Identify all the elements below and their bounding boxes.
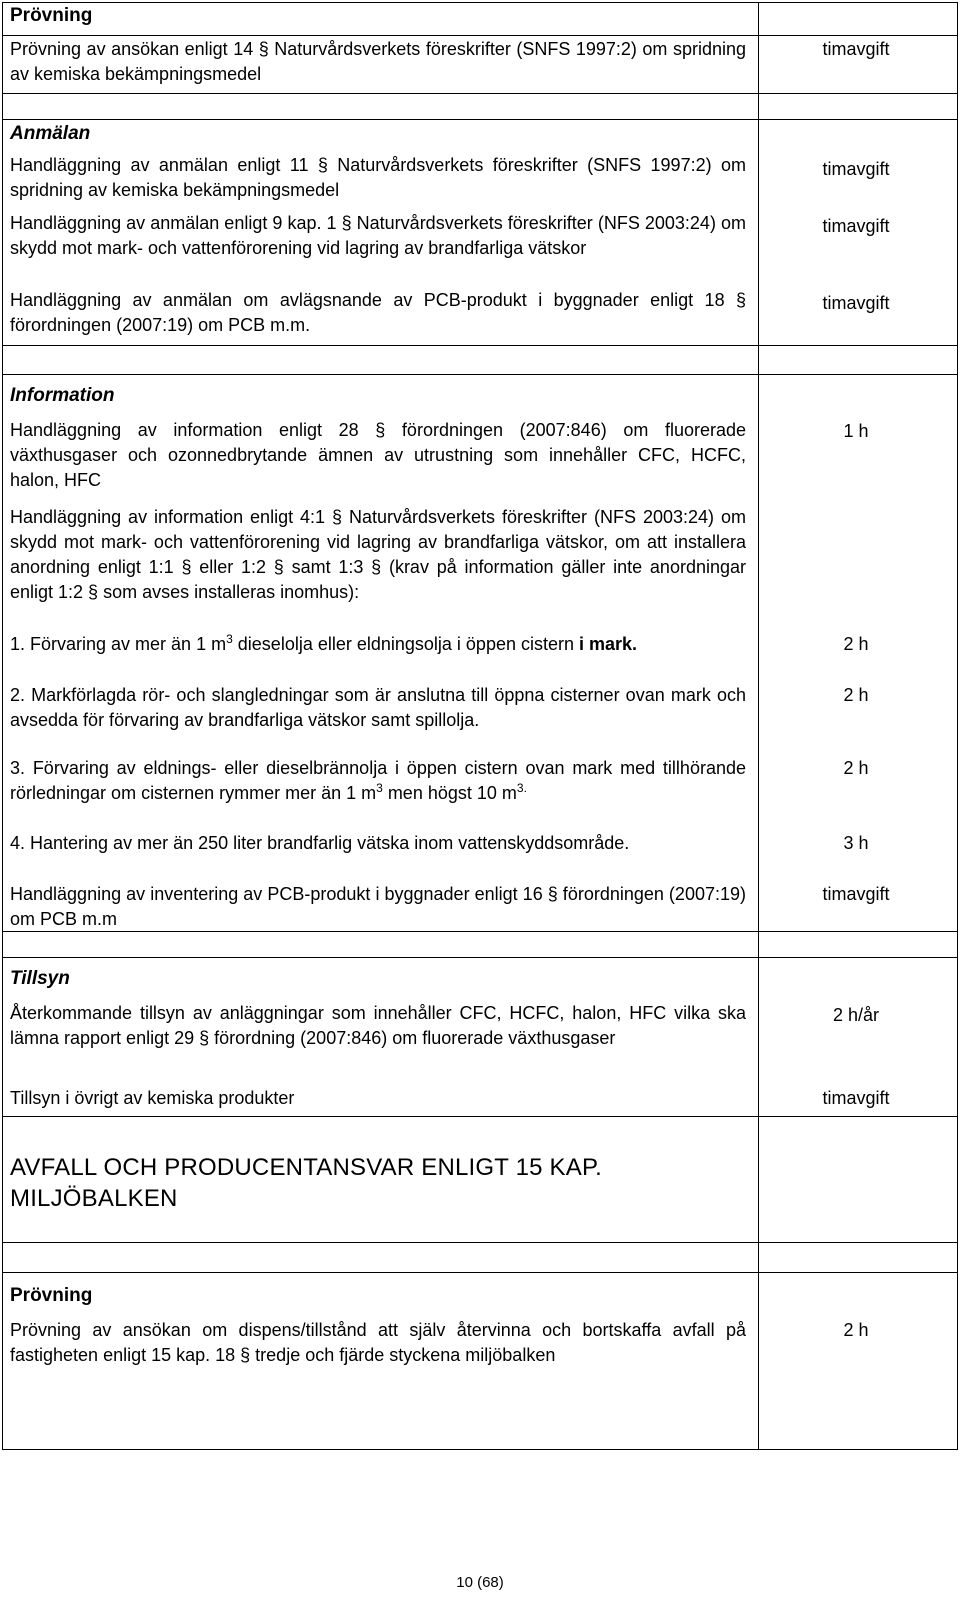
anmalan-item: Handläggning av anmälan enligt 9 kap. 1 § Naturvårdsverkets föreskrifter (NFS 2003:24) om skydd mot mark- och vattenförorening vid lagring av brandfarliga vätskor [10, 213, 746, 258]
information-subitem: 1. Förvaring av mer än 1 $m^3$ dieselolja eller eldningsolja i öppen cistern i mark. [10, 632, 638, 654]
provning-item: Prövning av ansökan om dispens/tillstånd att själv återvinna och bortskaffa avfall på fastigheten enligt 15 kap. 18 § tredje och fjärde styckena miljöbalken [10, 1320, 746, 1365]
fee-value: 2 h [843, 685, 869, 705]
fee-value: 2 h [843, 1320, 869, 1340]
provning-item: Prövning av ansökan enligt 14 § Naturvårdsverkets föreskrifter (SNFS 1997:2) om spridning av kemiska bekämpningsmedel [10, 39, 746, 84]
fee-value: 2 h/år [832, 1005, 880, 1025]
row-divider [3, 345, 957, 346]
section-heading-tillsyn: Tillsyn [10, 968, 70, 989]
section-heading-provning: Prövning [10, 5, 93, 26]
fee-value: timavgift [822, 159, 890, 179]
fee-value: timavgift [822, 1088, 890, 1108]
fee-value: timavgift [822, 884, 890, 904]
page-number: 10 (68) [456, 1574, 504, 1591]
anmalan-item: Handläggning av anmälan enligt 11 § Naturvårdsverkets föreskrifter (SNFS 1997:2) om spridning av kemiska bekämpningsmedel [10, 155, 746, 200]
section-heading-anmalan: Anmälan [10, 123, 91, 144]
tillsyn-item: Återkommande tillsyn av anläggningar som innehåller CFC, HCFC, halon, HFC vilka ska lämna rapport enligt 29 § förordning (2007:846) om fluorerade växthusgaser [10, 1003, 746, 1048]
section-heading-information: Information [10, 385, 115, 406]
row-divider [3, 1272, 957, 1273]
information-subitem: 2. Markförlagda rör- och slangledningar som är anslutna till öppna cisterner ovan mark och avsedda för förvaring av brandfarliga vätskor samt spillolja. [10, 685, 746, 730]
chapter-title: AVFALL OCH PRODUCENTANSVAR ENLIGT 15 KAP. MILJÖBALKEN [10, 1154, 602, 1212]
fee-value: 1 h [843, 421, 869, 441]
fee-value: 3 h [843, 833, 869, 853]
row-divider [3, 374, 957, 375]
information-item: Handläggning av information enligt 28 § förordningen (2007:846) om fluorerade växthusgaser och ozonnedbrytande ämnen av utrustning som innehåller CFC, HCFC, halon, HFC [10, 420, 746, 490]
fee-value: 2 h [843, 634, 869, 654]
information-item: Handläggning av inventering av PCB-produkt i byggnader enligt 16 § förordningen (2007:19) om PCB m.m [10, 884, 746, 929]
information-subitem: 4. Hantering av mer än 250 liter brandfarlig vätska inom vattenskyddsområde. [10, 833, 630, 853]
fee-value: timavgift [822, 39, 890, 59]
row-divider [3, 93, 957, 94]
fee-value: timavgift [822, 293, 890, 313]
fee-value: timavgift [822, 216, 890, 236]
row-divider [3, 957, 957, 958]
tillsyn-item: Tillsyn i övrigt av kemiska produkter [10, 1088, 295, 1108]
information-item: Handläggning av information enligt 4:1 § Naturvårdsverkets föreskrifter (NFS 2003:24) om skydd mot mark- och vattenförorening vid lagring av brandfarliga vätskor, om att installera anordning enligt 1:1 § eller 1:2 § samt 1:3 § (krav på information gäller inte anordningar enligt 1:2 § som avses installeras inomhus): [10, 507, 746, 602]
section-heading-provning: Prövning [10, 1285, 93, 1306]
information-subitem: 3. Förvaring av eldnings- eller dieselbrännolja i öppen cistern ovan mark med tillhörande rörledningar om cisternen rymmer mer än 1 $m^3$ men högst 10 $m^{3.}$ [10, 758, 746, 803]
row-divider [3, 1116, 957, 1117]
row-divider [3, 35, 957, 36]
row-divider [3, 119, 957, 120]
fee-value: 2 h [843, 758, 869, 778]
row-divider [3, 1242, 957, 1243]
anmalan-item: Handläggning av anmälan om avlägsnande av PCB-produkt i byggnader enligt 18 § förordningen (2007:19) om PCB m.m. [10, 290, 746, 335]
